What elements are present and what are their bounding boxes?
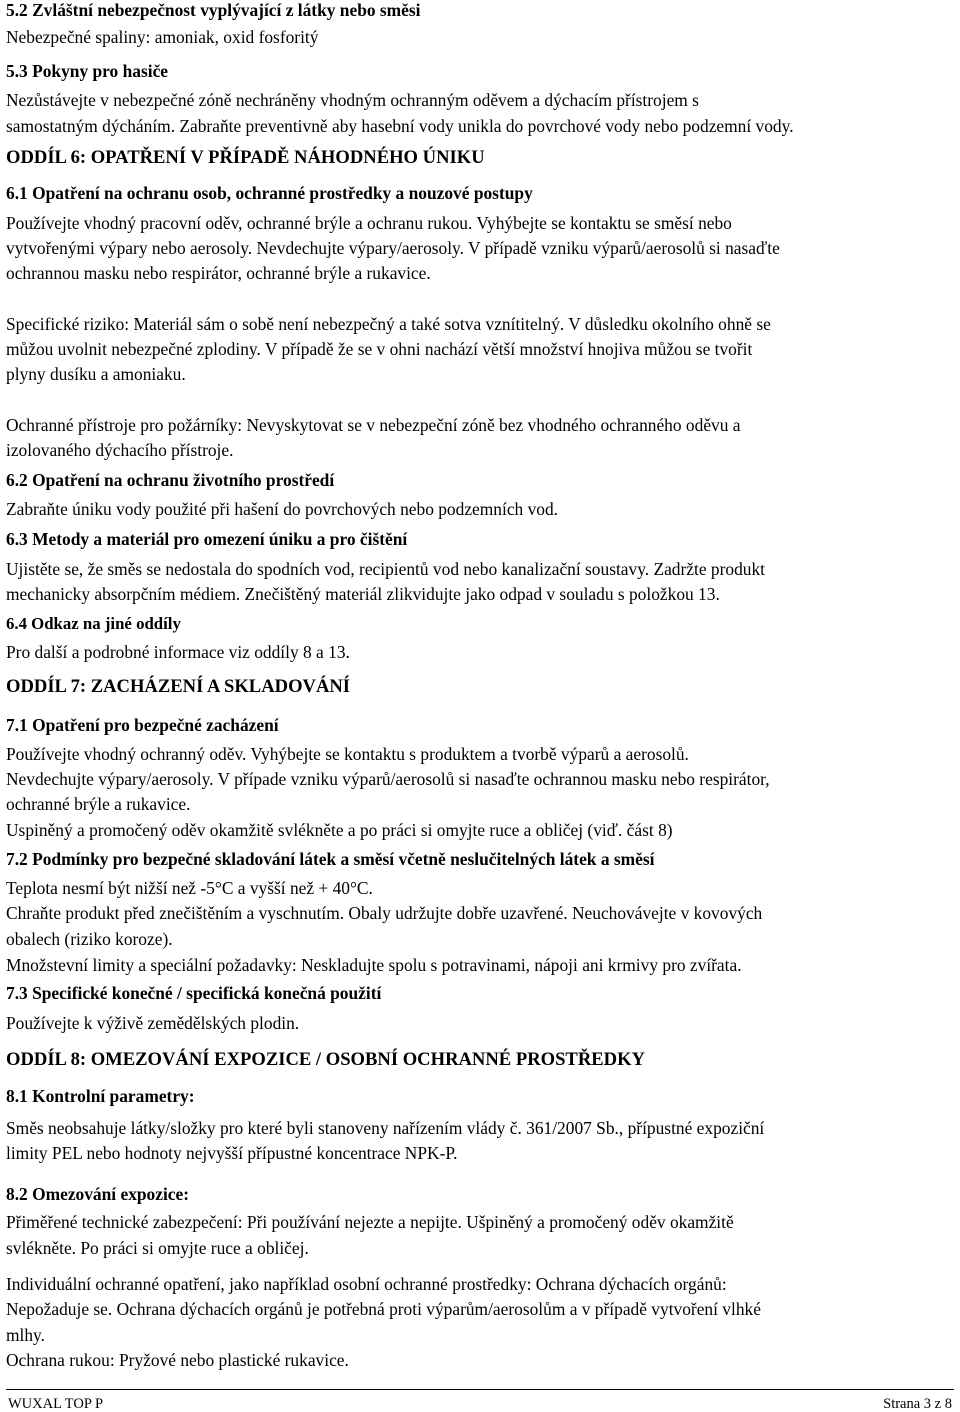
section-6-heading: ODDÍL 6: OPATŘENÍ V PŘÍPADĚ NÁHODNÉHO ÚNIKU: [6, 147, 485, 168]
text-line: Používejte vhodný pracovní oděv, ochranné brýle a ochranu rukou. Vyhýbejte se kontaktu se směsí nebo: [6, 213, 732, 233]
text-line: izolovaného dýchacího přístroje.: [6, 440, 234, 460]
text-line: Množstevní limity a speciální požadavky: Neskladujte spolu s potravinami, nápoji ani krmivy pro zvířata.: [6, 955, 742, 975]
heading-8-1: 8.1 Kontrolní parametry:: [6, 1086, 195, 1106]
text-line: svlékněte. Po práci si omyjte ruce a obličej.: [6, 1238, 309, 1258]
text-line: ochranné brýle a rukavice.: [6, 794, 191, 814]
text-line: můžou uvolnit nebezpečné zplodiny. V případě že se v ohni nachází větší množství hnojiva můžou se tvořit: [6, 339, 753, 359]
text-line: Pro další a podrobné informace viz oddíly 8 a 13.: [6, 642, 350, 662]
text-line: Ochrana rukou: Pryžové nebo plastické rukavice.: [6, 1350, 349, 1370]
text-line: Zabraňte úniku vody použité při hašení do povrchových nebo podzemních vod.: [6, 499, 559, 519]
heading-6-3: 6.3 Metody a materiál pro omezení úniku a pro čištění: [6, 529, 408, 549]
text-line: Individuální ochranné opatření, jako například osobní ochranné prostředky: Ochrana dýchacích orgánů:: [6, 1274, 727, 1294]
text-line: plyny dusíku a amoniaku.: [6, 364, 186, 384]
text-line: vytvořenými výpary nebo aerosoly. Nevdechujte výpary/aerosoly. V případě vzniku výparů/aerosolů si nasaďte: [6, 238, 780, 258]
text-line: Chraňte produkt před znečištěním a vyschnutím. Obaly udržujte dobře uzavřené. Neuchovávejte v kovových: [6, 903, 763, 923]
heading-7-1: 7.1 Opatření pro bezpečné zacházení: [6, 715, 279, 735]
heading-8-2: 8.2 Omezování expozice:: [6, 1184, 190, 1204]
footer-divider: [6, 1389, 954, 1390]
heading-7-3: 7.3 Specifické konečné / specifická konečná použití: [6, 983, 382, 1003]
text-line: Nezůstávejte v nebezpečné zóně nechráněny vhodným ochranným oděvem a dýchacím přístrojem s: [6, 90, 699, 110]
text-line: Specifické riziko: Materiál sám o sobě není nebezpečný a také sotva vznítitelný. V důsledku okolního ohně se: [6, 314, 771, 334]
footer-page-number: Strana 3 z 8: [883, 1396, 952, 1412]
text-line: obalech (riziko koroze).: [6, 929, 173, 949]
text-line: Přiměřené technické zabezpečení: Při používání nejezte a nepijte. Ušpiněný a promočený oděv okamžitě: [6, 1212, 734, 1232]
text-line: Ujistěte se, že směs se nedostala do spodních vod, recipientů vod nebo kanalizační soustavy. Zadržte produkt: [6, 559, 766, 579]
text-line: mechanicky absorpčním médiem. Znečištěný materiál zlikvidujte jako odpad v souladu s položkou 13.: [6, 584, 720, 604]
heading-6-2: 6.2 Opatření na ochranu životního prostředí: [6, 470, 335, 490]
footer-product-name: WUXAL TOP P: [8, 1396, 104, 1412]
text-line: limity PEL nebo hodnoty nejvyšší přípustné koncentrace NPK-P.: [6, 1143, 458, 1163]
section-7-heading: ODDÍL 7: ZACHÁZENÍ A SKLADOVÁNÍ: [6, 676, 351, 697]
text-line: mlhy.: [6, 1325, 45, 1345]
section-8-heading: ODDÍL 8: OMEZOVÁNÍ EXPOZICE / OSOBNÍ OCHRANNÉ PROSTŘEDKY: [6, 1049, 645, 1070]
text-line: Uspiněný a promočený oděv okamžitě svlékněte a po práci si omyjte ruce a obličej (viď. část 8): [6, 820, 673, 840]
text-line: Nepožaduje se. Ochrana dýchacích orgánů je potřebná proti výparům/aerosolům a v případě vytvoření vlhké: [6, 1299, 761, 1319]
heading-7-2: 7.2 Podmínky pro bezpečné skladování látek a směsí včetně neslučitelných látek a směsí: [6, 849, 655, 869]
heading-6-4: 6.4 Odkaz na jiné oddíly: [6, 614, 181, 633]
text-line: Teplota nesmí být nižší než -5°C a vyšší než + 40°C.: [6, 878, 373, 898]
text-line: Používejte k výživě zemědělských plodin.: [6, 1013, 300, 1033]
text-line: samostatným dýcháním. Zabraňte preventivně aby hasební vody unikla do povrchové vody nebo podzemní vody.: [6, 116, 794, 136]
heading-6-1: 6.1 Opatření na ochranu osob, ochranné prostředky a nouzové postupy: [6, 183, 533, 203]
text-line: ochrannou masku nebo respirátor, ochranné brýle a rukavice.: [6, 263, 431, 283]
text-line: Nebezpečné spaliny: amoniak, oxid fosforitý: [6, 27, 319, 47]
text-line: Ochranné přístroje pro požárníky: Nevyskytovat se v nebezpeční zóně bez vhodného ochranného oděvu a: [6, 415, 741, 435]
text-line: Nevdechujte výpary/aerosoly. V případe vzniku výparů/aerosolů si nasaďte ochrannou masku nebo respirátor,: [6, 769, 770, 789]
text-line: Směs neobsahuje látky/složky pro které byli stanoveny nařízením vlády č. 361/2007 Sb., přípustné expoziční: [6, 1118, 765, 1138]
heading-5-3: 5.3 Pokyny pro hasiče: [6, 61, 169, 81]
heading-5-2: 5.2 Zvláštní nebezpečnost vyplývající z látky nebo směsi: [6, 0, 421, 20]
text-line: Používejte vhodný ochranný oděv. Vyhýbejte se kontaktu s produktem a tvorbě výparů a aerosolů.: [6, 744, 689, 764]
